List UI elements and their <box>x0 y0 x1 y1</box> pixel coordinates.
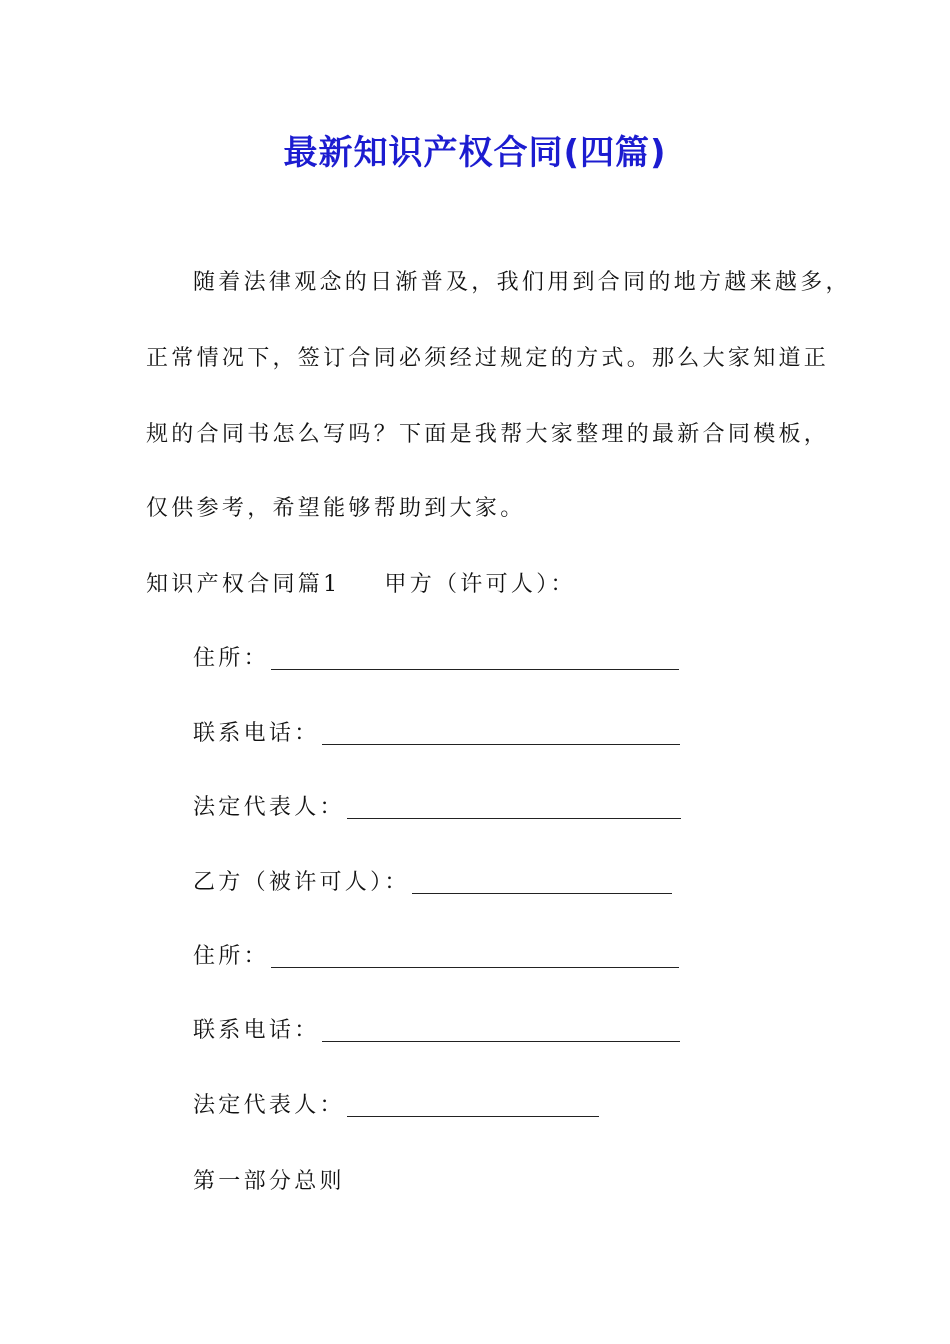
field-label: 乙方（被许可人）： <box>193 870 410 895</box>
field-label: 法定代表人： <box>193 1093 345 1118</box>
field-label: 联系电话： <box>193 721 320 746</box>
fill-in-blank <box>347 818 681 819</box>
fill-in-blank <box>347 1116 599 1117</box>
fill-in-blank <box>322 1041 680 1042</box>
intro-line-3: 规的合同书怎么写吗？下面是我帮大家整理的最新合同模板， <box>146 422 830 447</box>
party-b-representative-field <box>193 1091 599 1121</box>
fill-in-blank <box>271 669 679 670</box>
field-label: 住所： <box>193 944 269 969</box>
party-a-heading: 甲方（许可人）： <box>384 572 576 597</box>
field-label: 法定代表人： <box>193 795 345 820</box>
fill-in-blank <box>322 744 680 745</box>
party-b-phone-field <box>193 1016 680 1046</box>
party-a-representative-field <box>193 793 681 823</box>
fill-in-blank <box>271 967 679 968</box>
contract-heading-line <box>146 570 576 600</box>
intro-line-2: 正常情况下，签订合同必须经过规定的方式。那么大家知道正 <box>146 346 830 371</box>
party-a-address-field <box>193 644 679 674</box>
field-label: 住所： <box>193 646 269 671</box>
fill-in-blank <box>412 893 672 894</box>
intro-line-1: 随着法律观念的日渐普及，我们用到合同的地方越来越多， <box>193 270 851 295</box>
section-heading: 第一部分总则 <box>193 1169 345 1194</box>
document-title: 最新知识产权合同(四篇) <box>283 133 667 173</box>
party-b-address-field <box>193 942 679 972</box>
party-a-phone-field <box>193 719 680 749</box>
intro-line-4: 仅供参考，希望能够帮助到大家。 <box>146 496 526 521</box>
field-label: 联系电话： <box>193 1018 320 1043</box>
party-b-heading-field <box>193 868 672 898</box>
contract-heading: 知识产权合同篇1 <box>146 572 341 597</box>
